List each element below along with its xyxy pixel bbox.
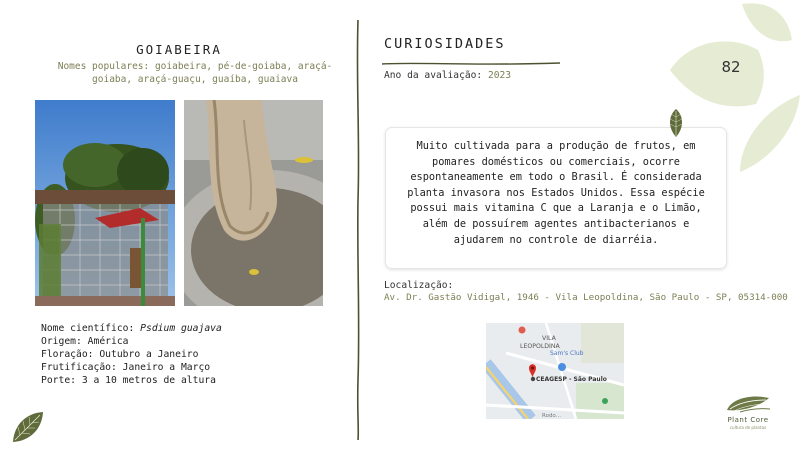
- plant-name: GOIABEIRA: [136, 42, 222, 57]
- tree-photo: [35, 100, 175, 306]
- flowering: Floração: Outubro a Janeiro: [41, 349, 199, 360]
- location-address[interactable]: Av. Dr. Gastão Vidigal, 1946 - Vila Leopoldina, São Paulo - SP, 05314-000: [384, 292, 788, 303]
- curiosities-title: CURIOSIDADES: [384, 36, 506, 52]
- title-underline: [382, 52, 560, 58]
- scientific-name-label: Nome científico:: [41, 323, 135, 334]
- leaf-decoration-icon: [670, 0, 800, 175]
- fruiting: Frutificação: Janeiro a Março: [41, 362, 211, 373]
- leaf-decoration-icon: [10, 409, 46, 445]
- small-leaf-icon: [667, 108, 685, 138]
- year-value: 2023: [487, 70, 512, 81]
- page-divider: [352, 20, 364, 440]
- map-poi: CEAGESP - São Paulo: [536, 376, 607, 383]
- map-district: VILA LEOPOLDINA: [520, 335, 560, 350]
- page-number: 82: [721, 58, 741, 76]
- trunk-photo: [184, 100, 323, 306]
- logo-name: Plant Core: [727, 416, 769, 424]
- map-road: Rodo...: [542, 413, 561, 419]
- plant-facts: [41, 322, 222, 387]
- evaluation-year: [384, 70, 511, 81]
- popular-names: Nomes populares: goiabeira, pé-de-goiaba, araçá-goiaba, araçá-guaçu, guaíba, guaiava: [57, 61, 333, 85]
- curiosities-text: Muito cultivada para a produção de frutos, em pomares domésticos ou comerciais, ocorre espontaneamente em todo o Brasil. É considerada planta invasora nos Estados Unidos. Essa espécie possui mais vitamina C que a Laranja e o Limão, além de possuírem agentes antibacterianos e ajudarem no controle de diarréia.: [385, 127, 727, 269]
- scientific-name-line: [41, 322, 222, 335]
- map-store: Sam's Club: [550, 350, 584, 357]
- location-map[interactable]: [486, 323, 624, 419]
- year-label: Ano da avaliação:: [384, 70, 483, 81]
- location-label: Localização:: [384, 280, 454, 291]
- scientific-name: Psdium guajava: [140, 323, 222, 334]
- origin: Origem: América: [41, 336, 129, 347]
- size: Porte: 3 a 10 metros de altura: [41, 375, 216, 386]
- logo-tagline: cultura de plantas: [729, 425, 767, 430]
